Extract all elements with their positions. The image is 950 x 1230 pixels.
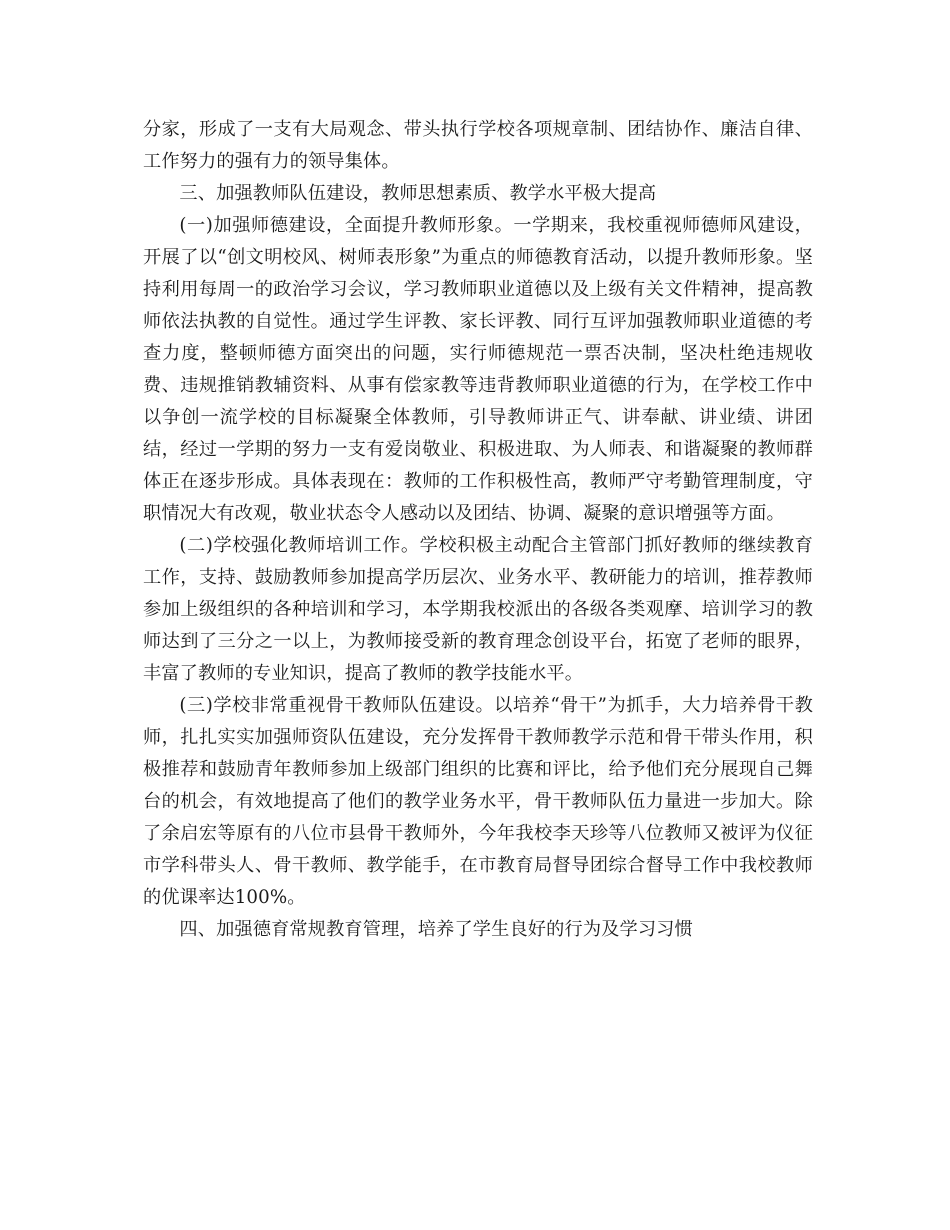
- section-heading-3: 三、加强教师队伍建设，教师思想素质、教学水平极大提高: [179, 183, 657, 204]
- paragraph-teacher-training: (二)学校强化教师培训工作。学校积极主动配合主管部门抓好教师的继续教育工作，支持、鼓励教师参加提高学历层次、业务水平、教研能力的培训，推荐教师参加上级组织的各种培训和学习，本学期我校派出的各级各类观摩、培训学习的教师达到了三分之一以上，为教师接受新的教育理念创设平台，拓宽了老师的眼界，丰富了教师的专业知识，提高了教师的教学技能水平。: [143, 535, 813, 684]
- paragraph-teacher-ethics: (一)加强师德建设，全面提升教师形象。一学期来，我校重视师德师风建设，开展了以“创文明校风、树师表形象”为重点的师德教育活动，以提升教师形象。坚持利用每周一的政治学习会议，学习教师职业道德以及上级有关文件精神，提高教师依法执教的自觉性。通过学生评教、家长评教、同行互评加强教师职业道德的考查力度，整顿师德方面突出的问题，实行师德规范一票否决制，坚决杜绝违规收费、违规推销教辅资料、从事有偿家教等违背教师职业道德的行为，在学校工作中以争创一流学校的目标凝聚全体教师，引导教师讲正气、讲奉献、讲业绩、讲团结，经过一学期的努力一支有爱岗敬业、积极进取、为人师表、和谐凝聚的教师群体正在逐步形成。具体表现在：教师的工作积极性高，教师严守考勤管理制度，守职情况大有改观，敬业状态令人感动以及团结、协调、凝聚的意识增强等方面。: [143, 215, 813, 524]
- section-heading-4: 四、加强德育常规教育管理，培养了学生良好的行为及学习习惯: [179, 919, 693, 940]
- paragraph-backbone-teachers: (三)学校非常重视骨干教师队伍建设。以培养“骨干”为抓手，大力培养骨干教师，扎扎实实加强师资队伍建设，充分发挥骨干教师教学示范和骨干带头作用，积极推荐和鼓励青年教师参加上级部门组织的比赛和评比，给予他们充分展现自己舞台的机会，有效地提高了他们的教学业务水平，骨干教师队伍力量进一步加大。除了余启宏等原有的八位市县骨干教师外，今年我校李天珍等八位教师又被评为仪征市学科带头人、骨干教师、教学能手，在市教育局督导团综合督导工作中我校教师的优课率达100%。: [143, 695, 813, 908]
- document-body: [143, 114, 813, 946]
- paragraph-continuation: 分家，形成了一支有大局观念、带头执行学校各项规章制、团结协作、廉洁自律、工作努力的强有力的领导集体。: [143, 119, 813, 172]
